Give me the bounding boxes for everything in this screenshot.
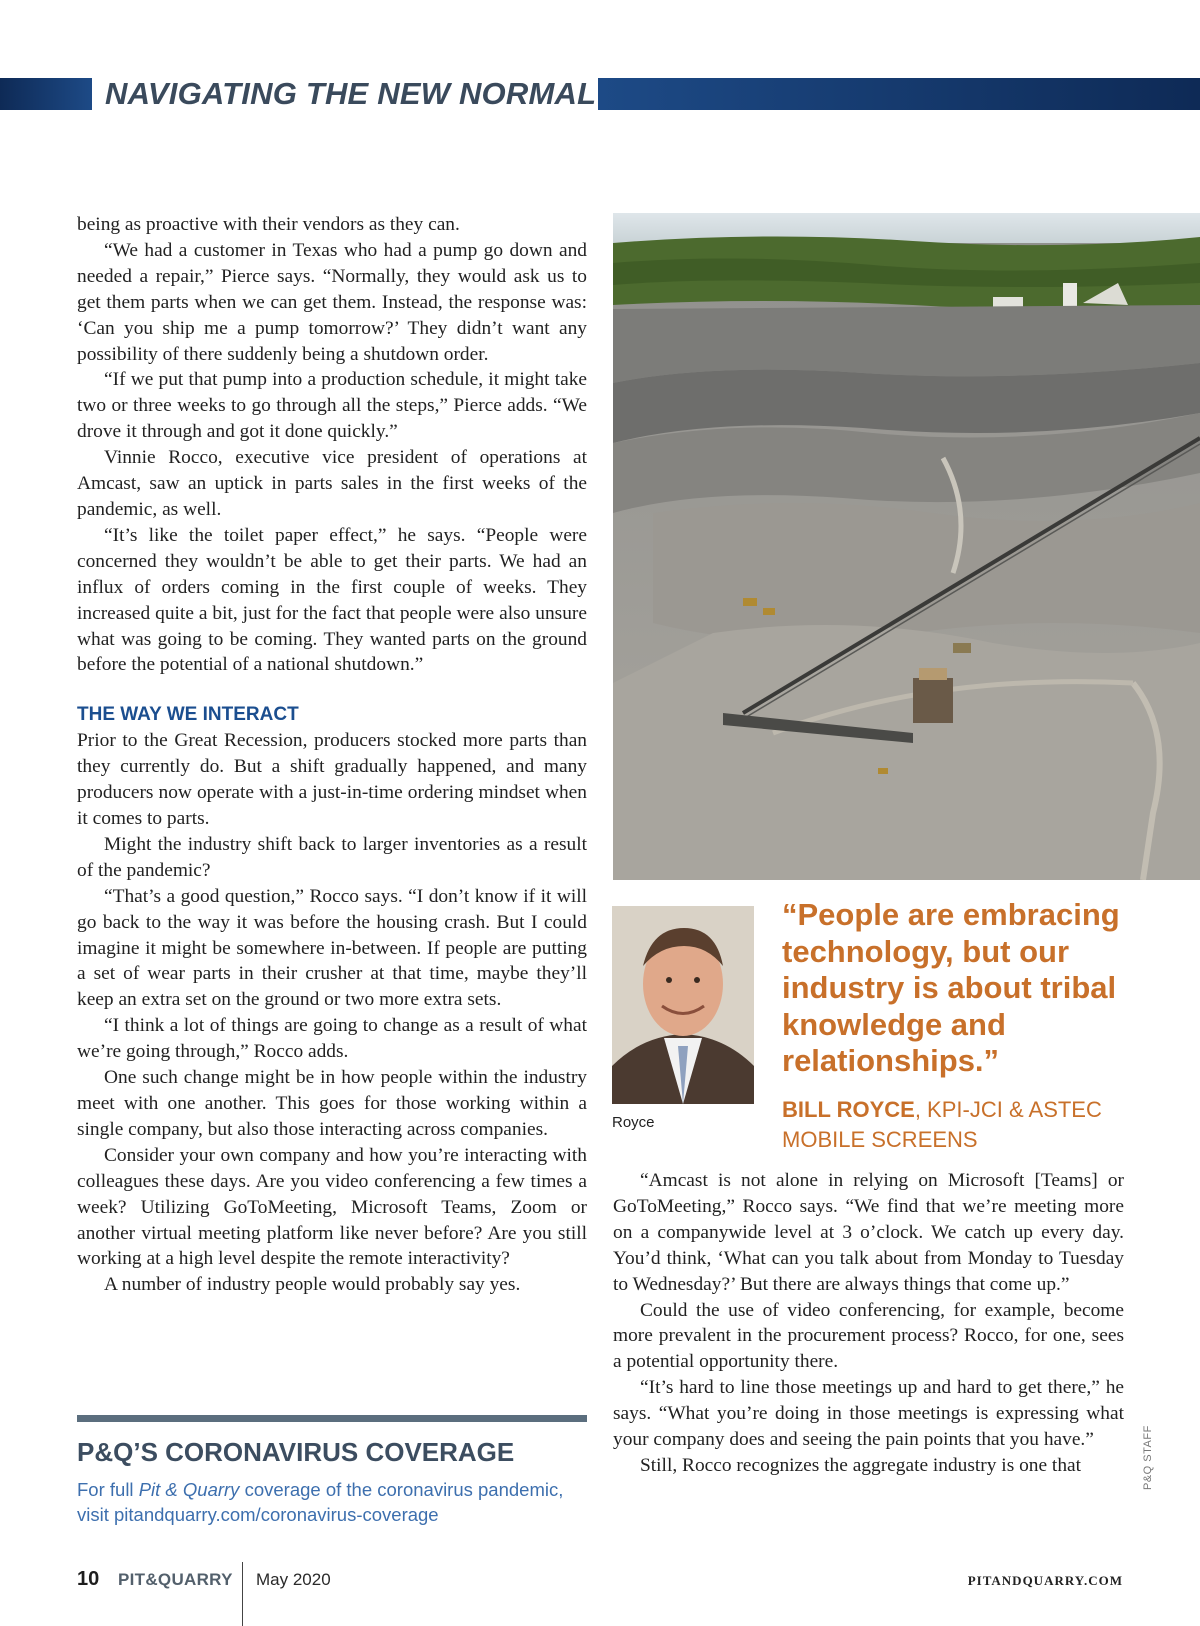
pull-quote-org: , KPI-JCI & ASTEC MOBILE SCREENS <box>782 1097 1102 1152</box>
article-paragraph: Vinnie Rocco, executive vice president of operations at Amcast, saw an uptick in parts sales in the first weeks of the pandemic, as well. <box>77 447 587 520</box>
coverage-text <box>77 1478 597 1527</box>
coverage-publication-name: Pit & Quarry <box>138 1479 240 1500</box>
article-paragraph: A number of industry people would probably say yes. <box>104 1274 521 1296</box>
article-paragraph: “I think a lot of things are going to change as a result of what we’re going through,” Rocco adds. <box>77 1015 587 1063</box>
quarry-photo <box>613 213 1200 880</box>
article-paragraph: “It’s like the toilet paper effect,” he says. “People were concerned they wouldn’t be able to get their parts. We had an influx of orders coming in the first couple of weeks. They increased quite a bit, just for the fact that people were also unsure what was going to be coming. They wanted parts on the ground before the potential of a national shutdown.” <box>77 524 587 676</box>
article-paragraph: Still, Rocco recognizes the aggregate industry is one that <box>640 1454 1082 1476</box>
pull-quote-attribution <box>782 1095 1162 1155</box>
section-title: NAVIGATING THE NEW NORMAL <box>105 76 597 111</box>
coverage-title: P&Q’S CORONAVIRUS COVERAGE <box>77 1437 515 1467</box>
portrait-photo <box>612 906 754 1104</box>
coverage-text-lead: For full <box>77 1479 139 1500</box>
article-left-column <box>77 212 587 1298</box>
article-paragraph: Might the industry shift back to larger inventories as a result of the pandemic? <box>77 833 587 881</box>
page-number: 10 <box>77 1568 100 1590</box>
coverage-divider <box>77 1415 587 1422</box>
article-paragraph: being as proactive with their vendors as they can. <box>77 214 460 235</box>
article-paragraph: One such change might be in how people within the industry meet with one another. This goes for those working within a single company, but also those interacting across companies. <box>77 1067 587 1140</box>
banner-bar-left <box>0 78 92 110</box>
portrait-caption: Royce <box>612 1114 655 1131</box>
article-paragraph: Prior to the Great Recession, producers stocked more parts than they currently do. But a shift gradually happened, and many producers now operate with a just-in-time ordering mindset when it comes to parts. <box>77 730 587 830</box>
section-subhead: THE WAY WE INTERACT <box>77 704 299 726</box>
article-paragraph: “We had a customer in Texas who had a pump go down and needed a repair,” Pierce says. “Normally, they would ask us to get them parts when we can get them. Instead, the response was: ‘Can you ship me a pump tomorrow?’ They didn’t want any possibility of there suddenly being a shutdown order. <box>77 239 587 365</box>
article-right-column <box>613 1168 1124 1479</box>
article-paragraph: Consider your own company and how you’re interacting with colleagues these days. Are you video conferencing a few times a week? Utilizing GoToMeeting, Microsoft Teams, Zoom or another virtual meeting platform like never before? Are you still working at a high level despite the remote interactivity? <box>77 1144 587 1270</box>
coverage-link-text[interactable]: coverage of the coronavirus pandemic, visit pitandquarry.com/coronavirus-coverage <box>77 1479 564 1525</box>
article-paragraph: “If we put that pump into a production schedule, it might take two or three weeks to go through all the steps,” Pierce adds. “We drove it through and got it done quickly.” <box>77 369 587 443</box>
article-paragraph: “That’s a good question,” Rocco says. “I don’t know if it will go back to the way it was before the housing crash. But I could imagine it might be somewhere in-between. If people are putting a set of wear parts in their crusher at that time, maybe they’ll keep an extra set on the ground or two more extra sets. <box>77 885 587 1011</box>
footer-website[interactable]: PITANDQUARRY.COM <box>967 1573 1123 1588</box>
footer-divider <box>242 1562 243 1626</box>
article-paragraph: “Amcast is not alone in relying on Microsoft [Teams] or GoToMeeting,” Rocco says. “We find that we’re meeting more on a companywide level at 3 o’clock. We catch up every day. You’d think, ‘What can you talk about from Monday to Tuesday to Wednesday?’ But there are always things that come up.” <box>613 1170 1124 1295</box>
article-paragraph: “It’s hard to line those meetings up and hard to get there,” he says. “What you’re doing in those meetings is expressing what your company does and seeing the pain points that you have.” <box>613 1377 1124 1451</box>
issue-date: May 2020 <box>256 1570 331 1589</box>
footer-brand: PIT&QUARRY <box>118 1570 233 1589</box>
photo-credit: P&Q STAFF <box>1142 1425 1154 1490</box>
banner-bar-right <box>598 78 1200 110</box>
pull-quote: “People are embracing technology, but our industry is about tribal knowledge and relationships.” <box>782 897 1120 1078</box>
pull-quote-name: BILL ROYCE <box>782 1097 915 1122</box>
article-paragraph: Could the use of video conferencing, for example, become more prevalent in the procurement process? Rocco, for one, sees a potential opportunity there. <box>613 1299 1124 1373</box>
